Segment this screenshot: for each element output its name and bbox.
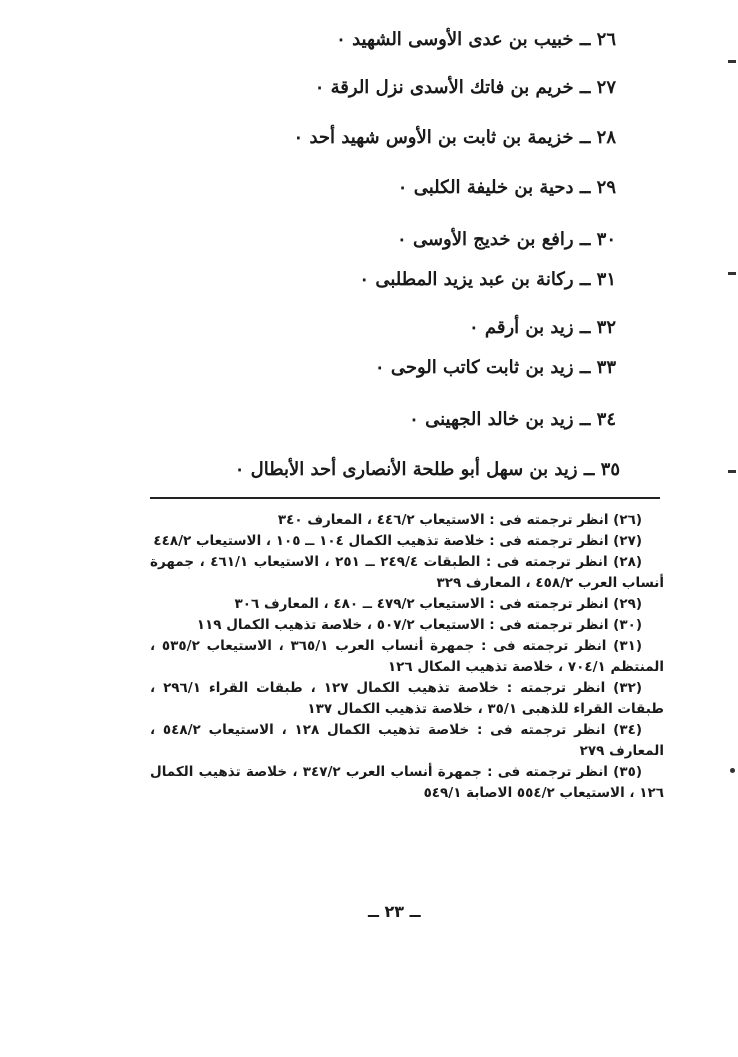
footnote-31: (٣١) انظر ترجمته فى : جمهرة أنساب العرب ٣٦٥/١ ، الاستيعاب ٥٣٥/٢ ، المنتظم ٧٠٤/١ ، خلاصة تذهيب المكال ١٢٦ xyxy=(150,638,664,675)
entry-33: ٣٣ ــ زيد بن ثابت كاتب الوحى ٠ xyxy=(374,357,616,378)
footnotes xyxy=(150,510,664,804)
scan-edge-mark xyxy=(728,272,736,275)
footnote-29: (٢٩) انظر ترجمته فى : الاستيعاب ٤٧٩/٢ ــ ٤٨٠ ، المعارف ٣٠٦ xyxy=(234,596,642,612)
scan-edge-mark xyxy=(728,470,736,473)
footnote-35: (٣٥) انظر ترجمته فى : جمهرة أنساب العرب ٣٤٧/٢ ، خلاصة تذهيب الكمال ١٢٦ ، الاستيعاب ٥٥٤/٢ الاصابة ٥٤٩/١ xyxy=(150,764,664,801)
footnote-26: (٢٦) انظر ترجمته فى : الاستيعاب ٤٤٦/٢ ، المعارف ٣٤٠ xyxy=(277,512,642,528)
footnote-30: (٣٠) انظر ترجمته فى : الاستيعاب ٥٠٧/٢ ، خلاصة تذهيب الكمال ١١٩ xyxy=(196,617,642,633)
entry-28: ٢٨ ــ خزيمة بن ثابت بن الأوس شهيد أحد ٠ xyxy=(293,127,616,148)
scan-edge-mark xyxy=(728,60,736,63)
entry-26: ٢٦ ــ خبيب بن عدى الأوسى الشهيد ٠ xyxy=(336,29,616,50)
entry-32: ٣٢ ــ زيد بن أرقم ٠ xyxy=(468,317,616,338)
footnote-32: (٣٢) انظر ترجمته : خلاصة تذهيب الكمال ١٢٧ ، طبقات القراء ٢٩٦/١ ، طبقات القراء للذهبى ٣٥/١ ، خلاصة تذهيب الكمال ١٣٧ xyxy=(150,680,664,717)
entry-27: ٢٧ ــ خريم بن فاتك الأسدى نزل الرقة ٠ xyxy=(314,77,616,98)
footnote-28: (٢٨) انظر ترجمته فى : الطبقات ٢٤٩/٤ ــ ٢٥١ ، الاستيعاب ٤٦١/١ ، جمهرة أنساب العرب ٤٥٨/٢ ، المعارف ٣٢٩ xyxy=(150,554,664,591)
page-number: ــ ٢٣ ــ xyxy=(368,902,421,921)
footnote-34: (٣٤) انظر ترجمته فى : خلاصة تذهيب الكمال ١٢٨ ، الاستيعاب ٥٤٨/٢ ، المعارف ٢٧٩ xyxy=(150,722,664,759)
entry-30: ٣٠ ــ رافع بن خديج الأوسى ٠ xyxy=(397,229,616,250)
entry-34: ٣٤ ــ زيد بن خالد الجهينى ٠ xyxy=(409,409,616,430)
scan-edge-mark xyxy=(730,768,735,773)
footnote-separator xyxy=(150,497,660,499)
entry-31: ٣١ ــ ركانة بن عبد يزيد المطلبى ٠ xyxy=(359,269,616,290)
entry-35: ٣٥ ــ زيد بن سهل أبو طلحة الأنصارى أحد الأبطال ٠ xyxy=(234,459,620,480)
entry-29: ٢٩ ــ دحية بن خليفة الكلبى ٠ xyxy=(397,177,616,198)
footnote-27: (٢٧) انظر ترجمته فى : خلاصة تذهيب الكمال ١٠٤ ــ ١٠٥ ، الاستيعاب ٤٤٨/٢ xyxy=(153,533,642,549)
